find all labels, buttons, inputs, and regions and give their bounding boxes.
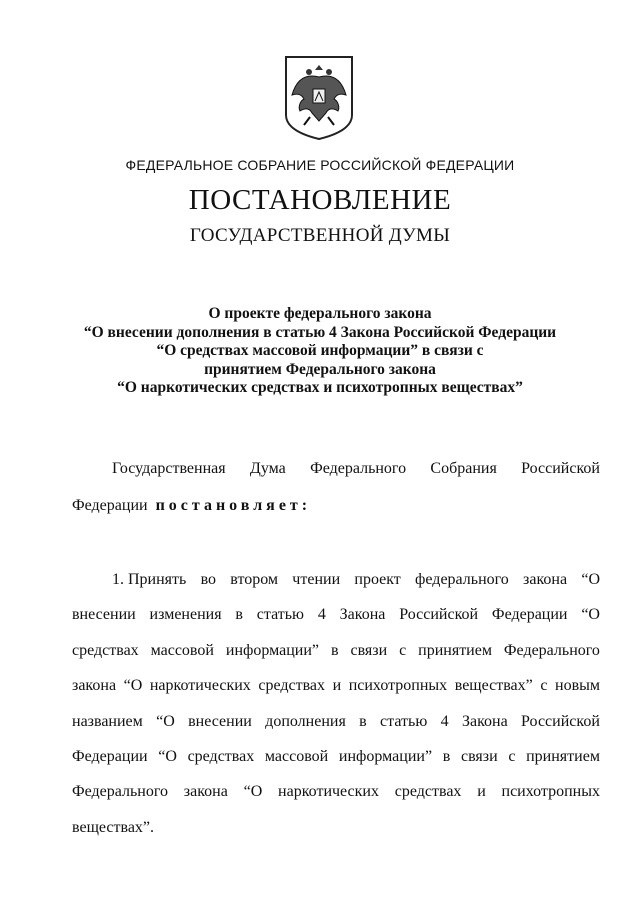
word: закона bbox=[72, 677, 117, 695]
word: втором bbox=[230, 571, 279, 588]
preamble-line-1 bbox=[72, 460, 600, 497]
word: Федерального bbox=[503, 641, 600, 659]
assembly-name: ФЕДЕРАЛЬНОЕ СОБРАНИЕ РОССИЙСКОЙ ФЕДЕРАЦИИ bbox=[125, 157, 515, 173]
word: 1. Принять bbox=[112, 571, 187, 588]
word: внесении bbox=[72, 606, 136, 624]
word: в bbox=[359, 712, 367, 730]
word: названием bbox=[72, 712, 143, 730]
word: федерального bbox=[415, 571, 509, 588]
word: во bbox=[200, 571, 217, 588]
subject-line: “О внесении дополнения в статью 4 Закона Российской Федерации bbox=[83, 323, 557, 341]
word: проект bbox=[354, 571, 401, 588]
word: 4 bbox=[440, 712, 449, 730]
word: Закона bbox=[461, 712, 508, 730]
word: статью bbox=[256, 606, 304, 624]
word: Российской bbox=[521, 712, 600, 730]
word: средствах bbox=[72, 641, 139, 659]
word: внесении bbox=[188, 712, 252, 730]
word: Федерации bbox=[72, 747, 148, 765]
word: массовой bbox=[264, 747, 329, 765]
word: веществах” bbox=[454, 677, 533, 695]
subject-line: О проекте федерального закона bbox=[208, 305, 432, 322]
word: принятием bbox=[526, 747, 600, 765]
word: с bbox=[540, 677, 548, 695]
word: изменения bbox=[149, 606, 222, 624]
word: Государственная bbox=[112, 460, 226, 477]
word: чтении bbox=[292, 571, 341, 588]
russian-coat-of-arms-icon bbox=[282, 55, 356, 141]
document-type-title: ПОСТАНОВЛЕНИЕ bbox=[188, 184, 452, 216]
resolves-word: постановляет: bbox=[155, 497, 312, 514]
word: 4 bbox=[317, 606, 326, 624]
word: связи bbox=[350, 641, 388, 659]
word: Российской bbox=[521, 460, 600, 477]
word: в bbox=[235, 606, 243, 624]
item-1-line bbox=[72, 606, 600, 641]
word: статью bbox=[380, 712, 428, 730]
word: с bbox=[508, 747, 516, 765]
word: и bbox=[332, 677, 342, 695]
word: и bbox=[477, 783, 486, 801]
word: закона bbox=[183, 783, 228, 801]
word: Федерального bbox=[310, 460, 407, 477]
word: Собрания bbox=[430, 460, 497, 477]
word: Закона bbox=[339, 606, 386, 624]
word: принятием bbox=[418, 641, 492, 659]
item-1-line bbox=[72, 571, 600, 606]
word: “О bbox=[156, 712, 175, 730]
word: средствах bbox=[394, 783, 462, 801]
word: наркотических bbox=[149, 677, 251, 695]
subject-line: принятием Федерального закона bbox=[204, 360, 436, 378]
word: “О bbox=[581, 606, 600, 624]
word: дополнения bbox=[265, 712, 346, 730]
word: “О bbox=[243, 783, 263, 801]
word: “О bbox=[123, 677, 143, 695]
word: информации” bbox=[225, 641, 320, 659]
word: средствах bbox=[187, 747, 255, 765]
item-1-line bbox=[72, 642, 600, 677]
word: средствах bbox=[258, 677, 326, 695]
word: психотропных bbox=[501, 783, 600, 801]
preamble-paragraph bbox=[72, 460, 600, 534]
subject-line: “О наркотических средствах и психотропных веществах” bbox=[117, 379, 523, 396]
word: Российской bbox=[399, 606, 479, 624]
word: новым bbox=[555, 677, 600, 695]
word: массовой bbox=[150, 641, 214, 659]
word: Федерации bbox=[72, 497, 148, 514]
word: Дума bbox=[249, 460, 286, 477]
item-1-line bbox=[72, 783, 600, 818]
word: “О bbox=[158, 747, 177, 765]
word: связи bbox=[460, 747, 498, 765]
item-1-line bbox=[72, 677, 600, 712]
preamble-line-2 bbox=[72, 497, 600, 534]
word: закона bbox=[523, 571, 568, 588]
word: “О bbox=[581, 571, 600, 588]
word: Федерации bbox=[491, 606, 568, 624]
subject-line: “О средствах массовой информации” в связи с bbox=[156, 342, 484, 359]
word: информации” bbox=[338, 747, 433, 765]
item-1-line bbox=[72, 819, 600, 854]
document-subject bbox=[0, 305, 640, 398]
word: психотропных bbox=[348, 677, 448, 695]
item-1-line bbox=[72, 748, 600, 783]
item-1-paragraph bbox=[72, 571, 600, 854]
word: в bbox=[442, 747, 451, 765]
document-issuer: ГОСУДАРСТВЕННОЙ ДУМЫ bbox=[189, 225, 451, 246]
item-1-line bbox=[72, 713, 600, 748]
word: в bbox=[330, 641, 339, 659]
word: Федерального bbox=[72, 783, 169, 801]
word: веществах”. bbox=[72, 818, 155, 836]
word: наркотических bbox=[278, 783, 379, 801]
word: с bbox=[399, 641, 407, 659]
